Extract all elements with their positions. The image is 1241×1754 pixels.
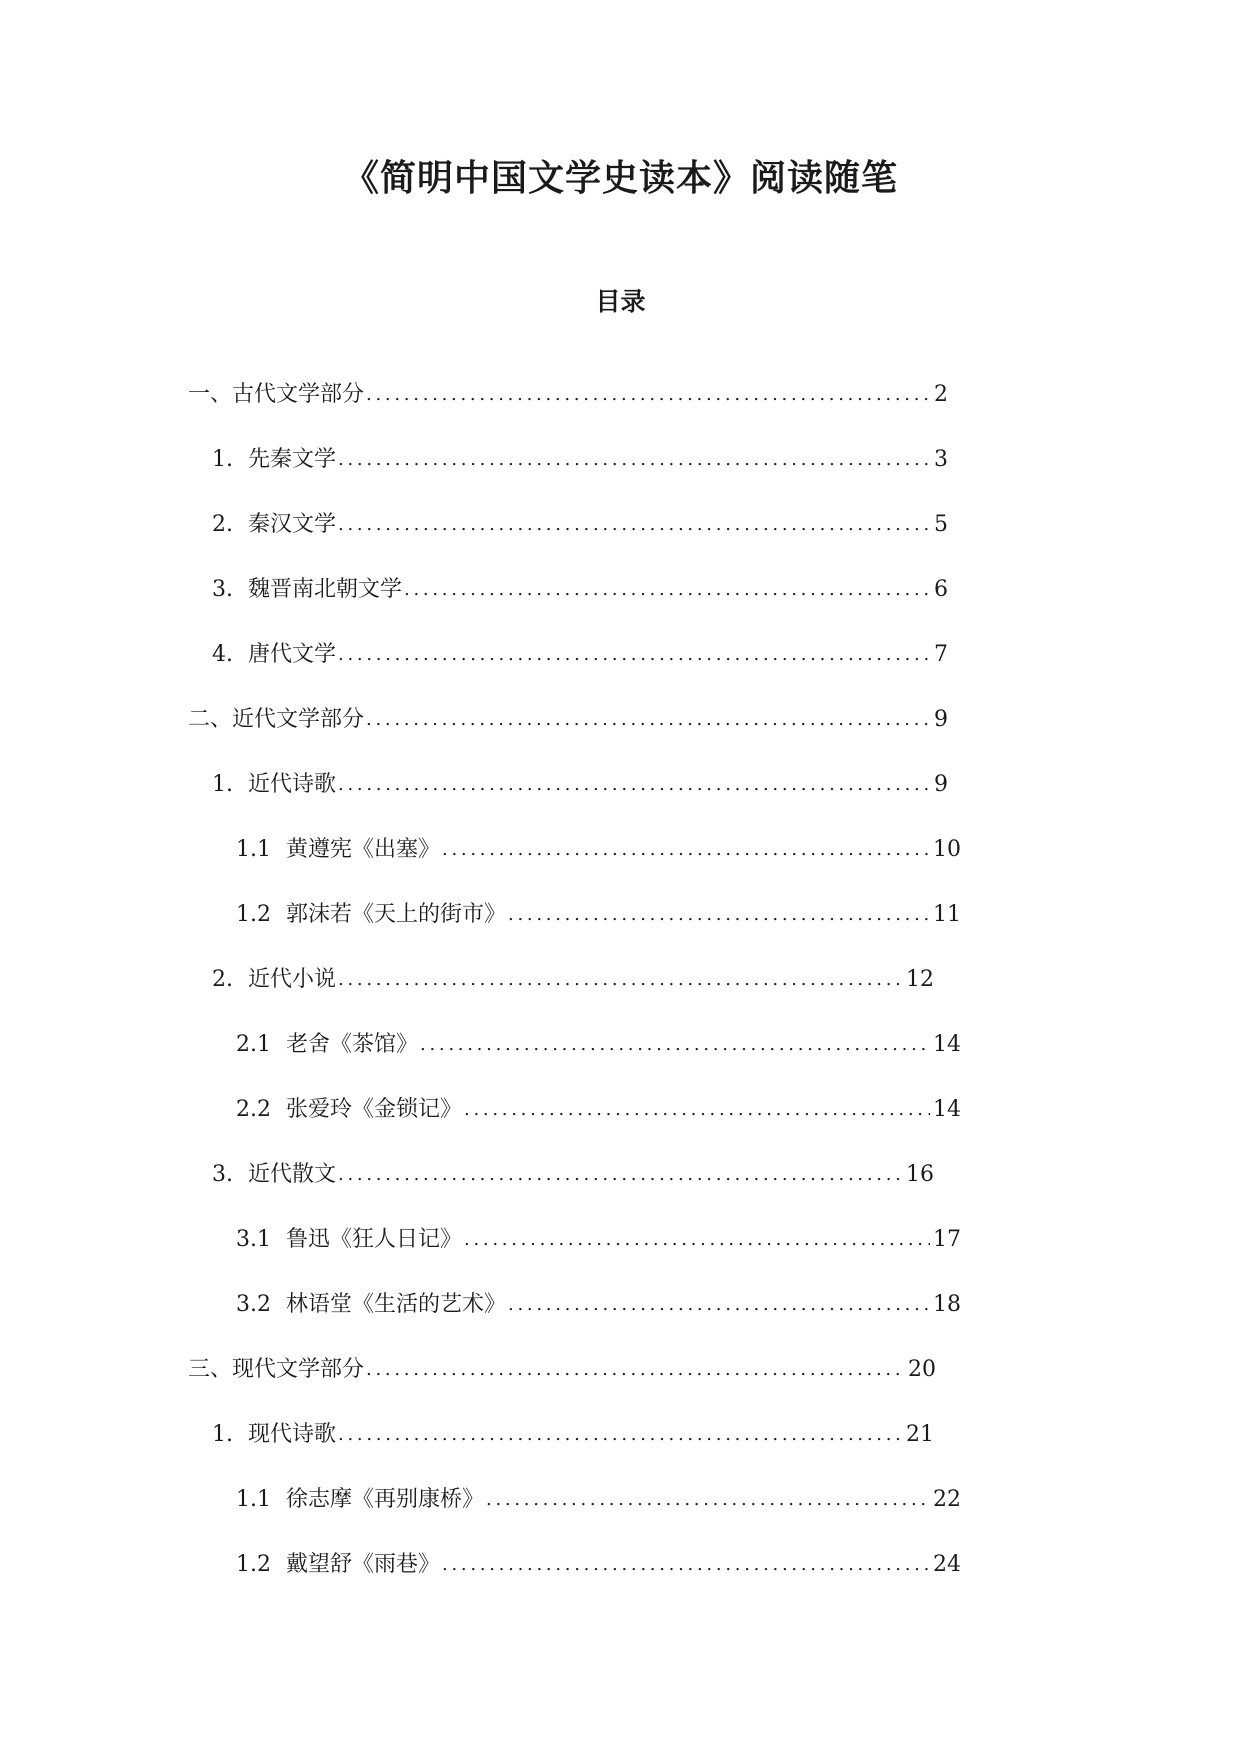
toc-dot-leader [420,1029,930,1060]
toc-entry[interactable] [212,575,948,605]
toc-entry[interactable] [236,900,961,930]
toc-entry[interactable] [212,1160,934,1190]
toc-entry-page: 14 [933,1032,961,1057]
toc-entry-number: 2. [212,512,233,537]
toc-entry[interactable] [236,1550,961,1580]
toc-heading: 目录 [595,287,646,316]
toc-dot-leader [508,1289,930,1320]
toc-entry-label: 魏晋南北朝文学 [248,577,403,602]
toc-dot-leader [338,639,931,670]
toc-dot-leader [464,1094,930,1125]
toc-entry-number: 4. [212,642,233,667]
toc-dot-leader [338,1159,903,1190]
toc-entry[interactable] [212,965,934,995]
toc-entry[interactable] [236,1290,961,1320]
toc-entry[interactable] [212,770,948,800]
toc-entry-page: 3 [934,447,948,472]
toc-dot-leader [338,509,931,540]
toc-entry-page: 7 [934,642,948,667]
toc-entry-number: 2.2 [236,1097,271,1122]
toc-entry[interactable] [236,1030,961,1060]
toc-dot-leader [464,1224,930,1255]
toc-dot-leader [366,379,931,410]
toc-entry-number: 三、 [188,1357,233,1382]
toc-entry-page: 12 [906,967,934,992]
toc-entry-page: 11 [933,902,961,927]
toc-entry-label: 鲁迅《狂人日记》 [286,1227,463,1252]
document-title: 《简明中国文学史读本》阅读随笔 [342,158,898,199]
toc-entry-number: 一、 [188,382,233,407]
toc-entry-page: 17 [933,1227,961,1252]
toc-dot-leader [442,1549,930,1580]
toc-entry-label: 徐志摩《再别康桥》 [286,1487,485,1512]
toc-dot-leader [486,1484,930,1515]
toc-entry-number: 1. [212,1422,233,1447]
toc-entry-page: 5 [934,512,948,537]
toc-entry-number: 3. [212,577,233,602]
toc-entry[interactable] [188,1355,936,1385]
toc-entry-page: 6 [934,577,948,602]
toc-entry-label: 戴望舒《雨巷》 [286,1552,441,1577]
toc-entry-number: 2. [212,967,233,992]
toc-entry-label: 先秦文学 [248,447,337,472]
toc-entry-label: 近代文学部分 [232,707,365,732]
toc-dot-leader [338,1419,903,1450]
toc-entry-number: 1.2 [236,1552,271,1577]
toc-entry[interactable] [236,1095,961,1125]
toc-entry-number: 1.1 [236,837,271,862]
toc-entry[interactable] [212,510,948,540]
toc-entry-label: 近代诗歌 [248,772,337,797]
toc-entry-label: 张爱玲《金锁记》 [286,1097,463,1122]
toc-dot-leader [404,574,931,605]
toc-entry-number: 1.2 [236,902,271,927]
toc-entry-label: 近代散文 [248,1162,337,1187]
toc-entry-number: 1. [212,447,233,472]
toc-entry-label: 郭沫若《天上的街市》 [286,902,507,927]
toc-dot-leader [338,769,931,800]
toc-entry-number: 二、 [188,707,233,732]
toc-entry-label: 现代诗歌 [248,1422,337,1447]
toc-dot-leader [366,1354,905,1385]
toc-entry-label: 近代小说 [248,967,337,992]
toc-entry-page: 22 [933,1487,961,1512]
toc-dot-leader [366,704,931,735]
toc-entry[interactable] [212,1420,934,1450]
toc-dot-leader [442,834,930,865]
toc-entry-page: 2 [934,382,948,407]
toc-entry-label: 黄遵宪《出塞》 [286,837,441,862]
toc-dot-leader [338,444,931,475]
toc-entry[interactable] [236,1225,961,1255]
toc-entry-page: 21 [906,1422,934,1447]
toc-entry-page: 24 [933,1552,961,1577]
toc-entry-page: 20 [908,1357,936,1382]
toc-entry-label: 秦汉文学 [248,512,337,537]
toc-entry-page: 16 [906,1162,934,1187]
toc-dot-leader [338,964,903,995]
toc-entry-label: 现代文学部分 [232,1357,365,1382]
toc-entry-page: 9 [934,772,948,797]
toc-entry-number: 3.2 [236,1292,271,1317]
toc-entry-number: 1. [212,772,233,797]
toc-entry[interactable] [188,705,948,735]
toc-entry-page: 10 [933,837,961,862]
toc-entry-label: 林语堂《生活的艺术》 [286,1292,507,1317]
toc-entry-number: 1.1 [236,1487,271,1512]
toc-entry[interactable] [236,1485,961,1515]
toc-entry-page: 18 [933,1292,961,1317]
toc-dot-leader [508,899,930,930]
toc-entry[interactable] [212,445,948,475]
toc-entry-number: 2.1 [236,1032,271,1057]
toc-entry-label: 老舍《茶馆》 [286,1032,419,1057]
toc-entry-number: 3.1 [236,1227,271,1252]
toc-entry[interactable] [188,380,948,410]
toc-entry-page: 9 [934,707,948,732]
toc-entry-label: 古代文学部分 [232,382,365,407]
toc-entry-page: 14 [933,1097,961,1122]
toc-entry[interactable] [236,835,961,865]
toc-entry-label: 唐代文学 [248,642,337,667]
toc-entry-number: 3. [212,1162,233,1187]
toc-entry[interactable] [212,640,948,670]
